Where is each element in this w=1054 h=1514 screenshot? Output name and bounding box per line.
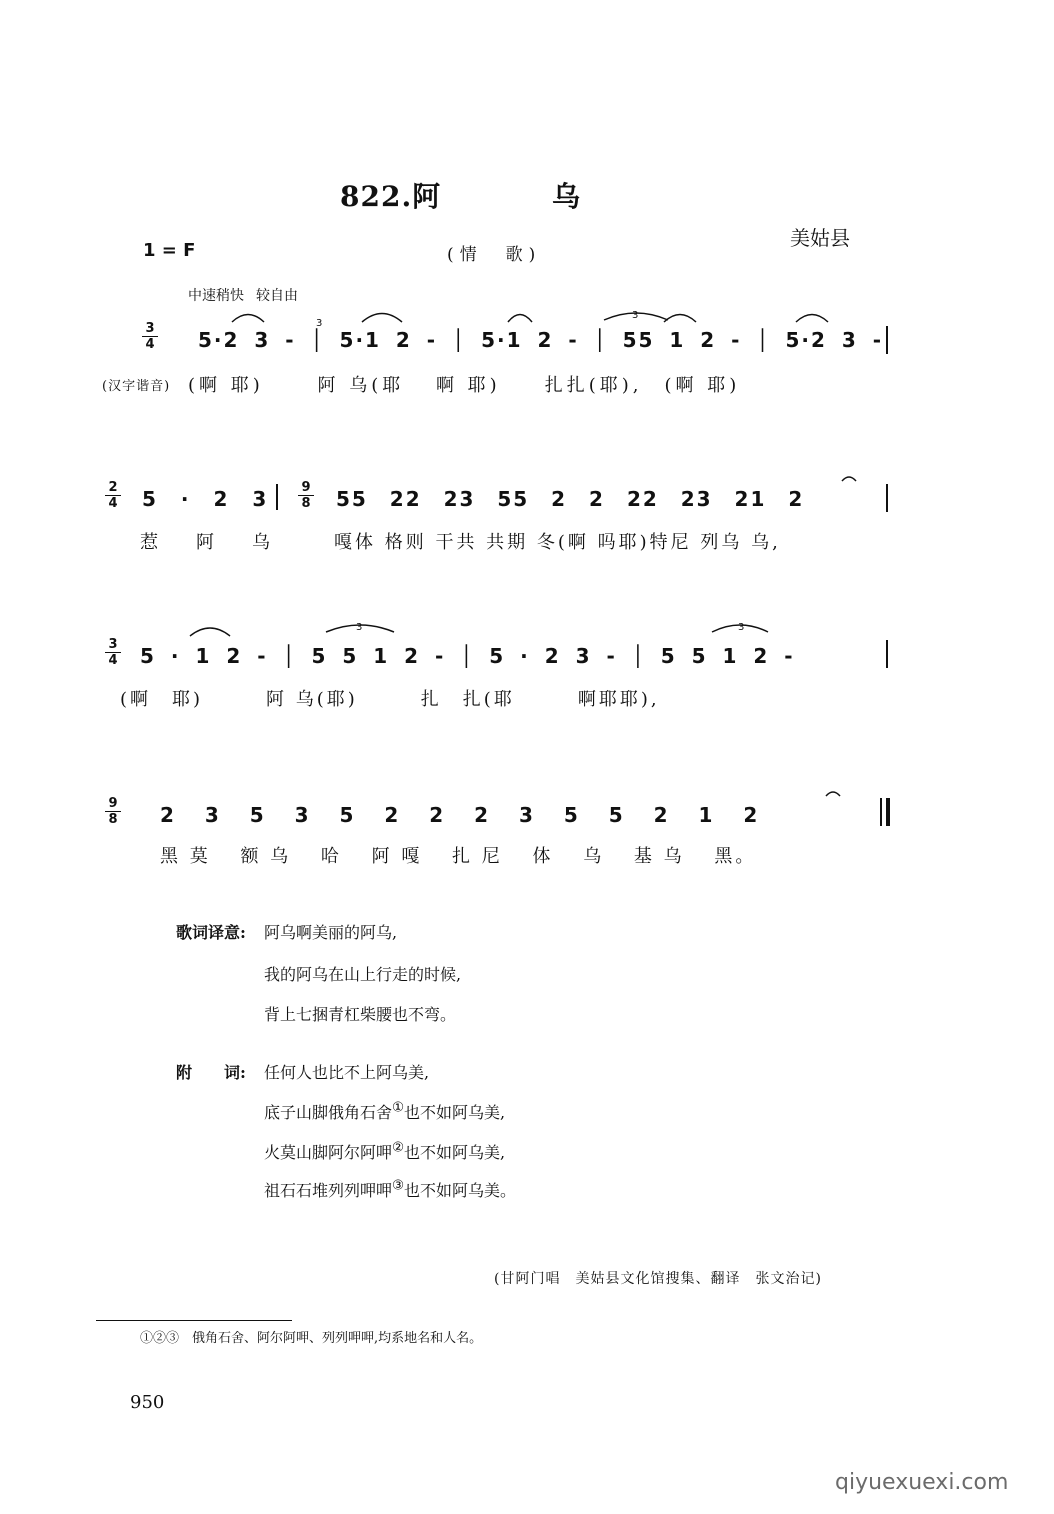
staff-2-notes-b: 55 22 23 55 2 2 22 23 21 2 bbox=[336, 487, 805, 511]
translation-line: 阿乌啊美丽的阿乌, bbox=[264, 923, 398, 942]
key-signature: 1 = F bbox=[143, 240, 196, 261]
slur bbox=[508, 315, 532, 323]
song-title bbox=[340, 175, 582, 215]
barline bbox=[886, 640, 888, 668]
staff-1-notes: 5·2 3 - │ 5·1 2 - │ 5·1 2 - │ 55 1 2 - │ 5·2 3 - bbox=[198, 328, 884, 352]
final-barline-thin bbox=[880, 798, 882, 826]
barline bbox=[886, 326, 888, 354]
small-time-mark: 3 bbox=[316, 318, 323, 329]
staff-3-lyrics: (啊 耶) 阿 乌(耶) 扎 扎(耶 啊耶耶), bbox=[120, 689, 660, 710]
slur bbox=[796, 315, 828, 323]
triplet-bracket bbox=[604, 313, 668, 320]
barline bbox=[276, 484, 278, 510]
fermata bbox=[842, 477, 856, 481]
footnote-rule bbox=[96, 1320, 292, 1321]
tempo-marking bbox=[188, 285, 298, 305]
song-title-second: 乌 bbox=[552, 180, 582, 213]
tempo-b: 较自由 bbox=[256, 288, 298, 304]
lyric-prefix: (汉字谐音) bbox=[102, 379, 171, 394]
staff-4-notes: 2 3 5 3 5 2 2 2 3 5 5 2 1 2 bbox=[160, 803, 760, 827]
appendix-line: 任何人也比不上阿乌美, bbox=[264, 1063, 430, 1082]
slur bbox=[664, 315, 696, 323]
staff-2-lyrics-b: 嘎体 格则 干共 共期 冬(啊 吗耶)特尼 列乌 乌, bbox=[334, 532, 781, 553]
triplet-bracket bbox=[326, 625, 394, 632]
final-barline-thick bbox=[886, 798, 890, 826]
genre-label: (情 歌) bbox=[447, 245, 542, 265]
triplet-bracket bbox=[712, 625, 768, 632]
slur bbox=[232, 315, 264, 323]
credit-line: (甘阿门唱 美姑县文化馆搜集、翻译 张文治记) bbox=[494, 1271, 822, 1287]
triplet-number: 3 bbox=[738, 622, 745, 633]
time-signature: $\frac{2}{4}$ bbox=[105, 480, 121, 511]
time-signature: $\frac{9}{8}$ bbox=[298, 480, 314, 511]
staff-1-lyrics: (啊 耶) 阿 乌(耶 啊 耶) 扎扎(耶), (啊 耶) bbox=[188, 375, 741, 396]
translation-line: 背上七捆青杠柴腰也不弯。 bbox=[264, 1005, 457, 1024]
song-title-number: 822.阿 bbox=[340, 180, 442, 213]
staff-2-lyrics-a: 惹 阿 乌 bbox=[140, 532, 280, 553]
triplet-number: 3 bbox=[632, 310, 639, 321]
slur bbox=[362, 314, 402, 323]
barline bbox=[886, 484, 888, 512]
translation-line: 我的阿乌在山上行走的时候, bbox=[264, 965, 462, 984]
time-signature: $\frac{9}{8}$ bbox=[105, 796, 121, 827]
appendix-line: 火莫山脚阿尔阿呷②也不如阿乌美, bbox=[264, 1140, 506, 1162]
time-signature: $\frac{3}{4}$ bbox=[105, 637, 121, 668]
region-label: 美姑县 bbox=[790, 226, 850, 250]
footnote-marker: ② bbox=[392, 1140, 404, 1156]
fermata bbox=[826, 792, 840, 796]
translation-label: 歌词译意: bbox=[176, 923, 246, 942]
footnote-marker: ① bbox=[392, 1100, 404, 1116]
tempo-a: 中速稍快 bbox=[188, 288, 244, 304]
slur bbox=[190, 628, 230, 636]
appendix-label: 附 词: bbox=[176, 1063, 246, 1082]
footnote: ①②③ 俄角石舍、阿尔阿呷、列列呷呷,均系地名和人名。 bbox=[140, 1331, 483, 1346]
appendix-line: 祖石石堆列列呷呷③也不如阿乌美。 bbox=[264, 1178, 516, 1200]
watermark: qiyuexuexi.com bbox=[835, 1470, 1009, 1495]
page-number: 950 bbox=[130, 1392, 165, 1413]
time-signature: $\frac{3}{4}$ bbox=[142, 321, 158, 352]
triplet-number: 3 bbox=[356, 622, 363, 633]
staff-4-lyrics: 黑 莫 额 乌 哈 阿 嘎 扎 尼 体 乌 基 乌 黑。 bbox=[160, 846, 757, 867]
staff-3-notes: 5 · 1 2 - │ 5 5 1 2 - │ 5 · 2 3 - │ 5 5 1 2 - bbox=[140, 644, 795, 668]
appendix-line: 底子山脚俄角石舍①也不如阿乌美, bbox=[264, 1100, 506, 1122]
staff-2-notes-a: 5 · 2 3 bbox=[142, 487, 269, 511]
footnote-marker: ③ bbox=[392, 1178, 404, 1194]
